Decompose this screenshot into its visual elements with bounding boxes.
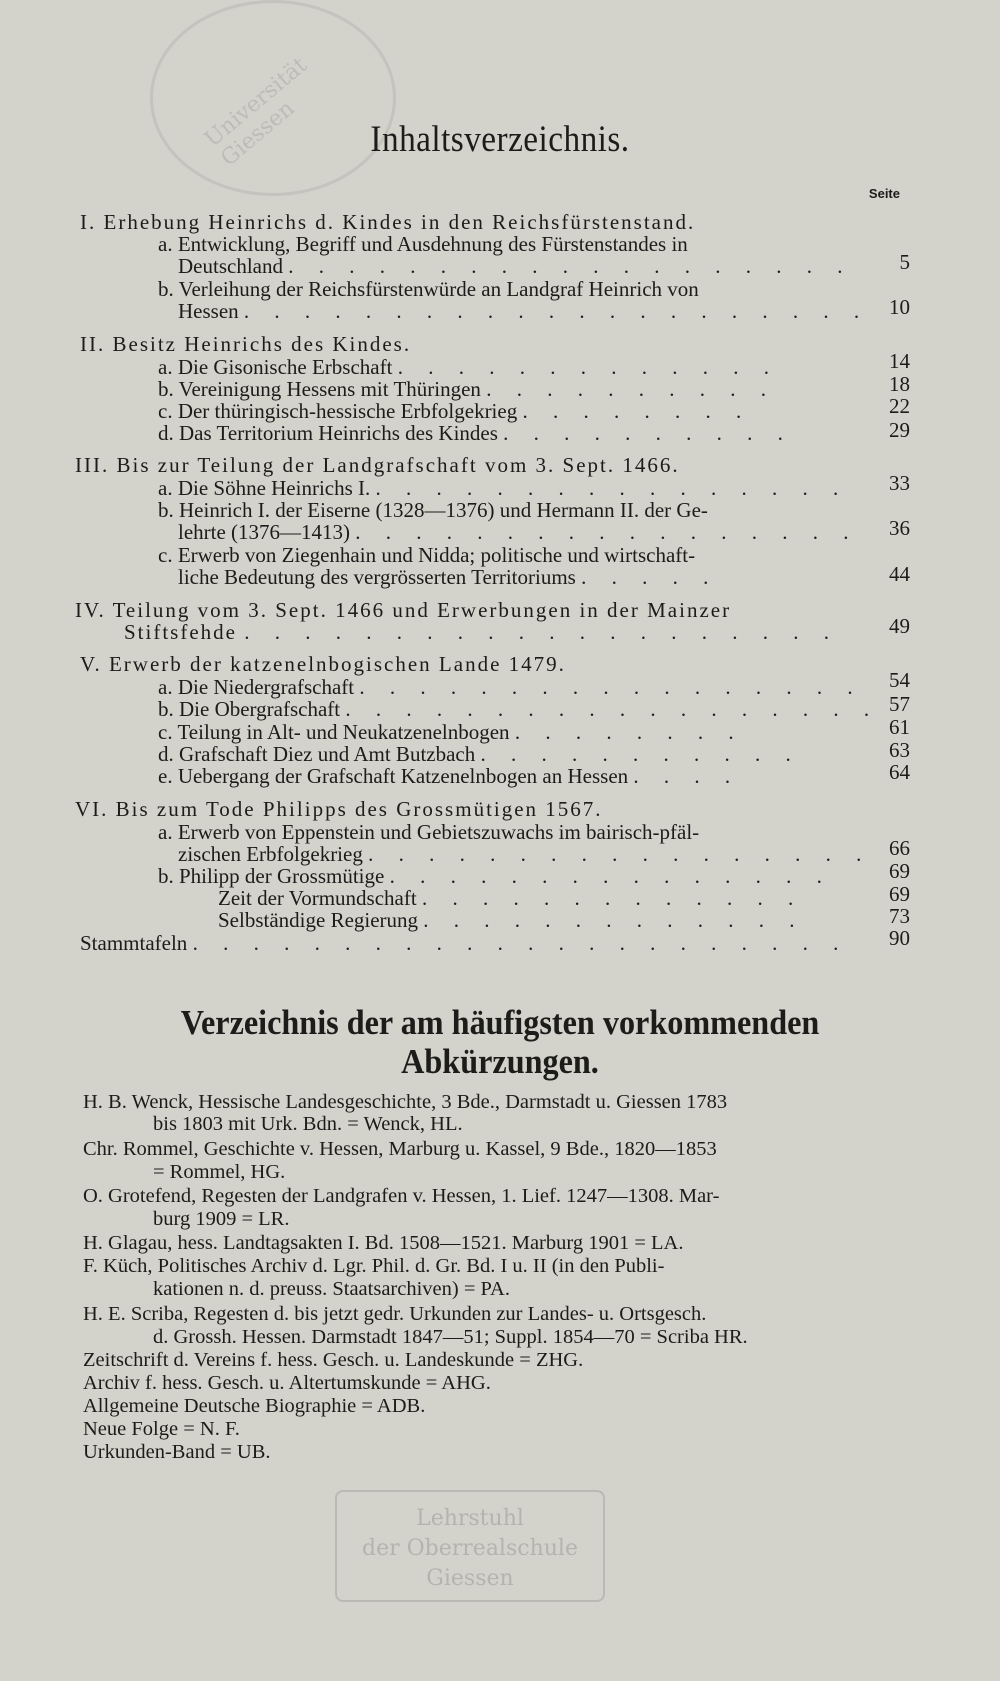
toc-entry: a. Entwicklung, Begriff und Ausdehnung des Fürstenstandes in — [158, 232, 688, 256]
toc-entry: a. Die Gisonische Erbschaft . . . . . . . . . . . . . — [158, 355, 779, 379]
abbreviation-entry: F. Küch, Politisches Archiv d. Lgr. Phil. d. Gr. Bd. I u. II (in den Publi- — [83, 1255, 665, 1277]
toc-page-number: 44 — [889, 562, 910, 586]
toc-entry: c. Teilung in Alt- und Neukatzenelnbogen . . . . . . . . — [158, 720, 744, 744]
toc-page-number: 18 — [889, 372, 910, 396]
abbreviation-entry: Allgemeine Deutsche Biographie = ADB. — [83, 1395, 426, 1417]
toc-entry: a. Die Söhne Heinrichs I. . . . . . . . . . . . . . . . . — [158, 476, 849, 500]
abbreviation-entry: H. B. Wenck, Hessische Landesgeschichte, 3 Bde., Darmstadt u. Giessen 1783 — [83, 1091, 728, 1113]
abbreviation-entry: kationen n. d. preuss. Staatsarchiven) = PA. — [153, 1278, 510, 1300]
abbreviation-entry: Neue Folge = N. F. — [83, 1418, 240, 1440]
toc-entry: b. Die Obergrafschaft . . . . . . . . . . . . . . . . . . — [158, 697, 880, 721]
toc-page-number: 66 — [889, 836, 910, 860]
toc-entry: liche Bedeutung des vergrösserten Territoriums . . . . . — [178, 565, 719, 589]
abbreviation-entry: Zeitschrift d. Vereins f. hess. Gesch. u. Landeskunde = ZHG. — [83, 1349, 584, 1371]
abbreviation-entry: Urkunden-Band = UB. — [83, 1441, 271, 1463]
toc-entry: b. Verleihung der Reichsfürstenwürde an Landgraf Heinrich von — [158, 277, 699, 301]
toc-section-heading: I. Erhebung Heinrichs d. Kindes in den Reichsfürstenstand. — [80, 210, 696, 234]
toc-page-number: 73 — [889, 904, 910, 928]
toc-entry: Hessen . . . . . . . . . . . . . . . . . . . . . — [178, 299, 870, 323]
toc-page-number: 14 — [889, 349, 910, 373]
toc-page-number: 63 — [889, 738, 910, 762]
abbreviation-entry: d. Grossh. Hessen. Darmstadt 1847—51; Suppl. 1854—70 = Scriba HR. — [153, 1326, 748, 1348]
stamp-line-1: Lehrstuhl — [416, 1506, 524, 1531]
page-column-header: Seite — [868, 186, 900, 201]
toc-page-number: 90 — [889, 926, 910, 950]
toc-entry: a. Erwerb von Eppenstein und Gebietszuwachs im bairisch-pfäl- — [158, 820, 700, 844]
abbreviation-entry: O. Grotefend, Regesten der Landgrafen v. Hessen, 1. Lief. 1247—1308. Mar- — [83, 1185, 720, 1207]
toc-page-number: 57 — [889, 692, 910, 716]
toc-entry: d. Grafschaft Diez und Amt Butzbach . . . . . . . . . . . — [158, 742, 801, 766]
toc-page-number: 69 — [889, 859, 910, 883]
toc-entry: lehrte (1376—1413) . . . . . . . . . . . . . . . . . — [178, 520, 859, 544]
stamp-line-2: der Oberrealschule — [362, 1536, 578, 1561]
stamp-line-3: Giessen — [426, 1566, 514, 1591]
toc-entry: b. Philipp der Grossmütige . . . . . . . . . . . . . . . — [158, 864, 832, 888]
toc-entry: b. Vereinigung Hessens mit Thüringen . . . . . . . . . . — [158, 377, 776, 401]
stamp-top-text: Universität Giessen — [200, 52, 313, 172]
toc-entry: b. Heinrich I. der Eiserne (1328—1376) und Hermann II. der Ge- — [158, 498, 708, 522]
abbreviation-entry: Chr. Rommel, Geschichte v. Hessen, Marburg u. Kassel, 9 Bde., 1820—1853 — [83, 1138, 717, 1160]
abbreviation-entry: H. Glagau, hess. Landtagsakten I. Bd. 1508—1521. Marburg 1901 = LA. — [83, 1232, 684, 1254]
abbreviations-heading-line-1: Verzeichnis der am häufigsten vorkommenden — [180, 1003, 820, 1042]
abbreviation-entry: burg 1909 = LR. — [153, 1208, 290, 1230]
toc-entry: Selbständige Regierung . . . . . . . . . . . . . — [218, 908, 805, 932]
toc-page-number: 5 — [899, 250, 910, 274]
toc-section-heading: IV. Teilung vom 3. Sept. 1466 und Erwerbungen in der Mainzer — [75, 598, 732, 622]
toc-entry: c. Erwerb von Ziegenhain und Nidda; politische und wirtschaft- — [158, 543, 696, 567]
toc-page-number: 64 — [889, 760, 910, 784]
toc-entry: Stiftsfehde . . . . . . . . . . . . . . . . . . . . — [124, 620, 839, 644]
toc-entry: zischen Erbfolgekrieg . . . . . . . . . . . . . . . . . — [178, 842, 872, 866]
toc-entry: Stammtafeln . . . . . . . . . . . . . . . . . . . . . . — [80, 931, 849, 955]
toc-section-heading: III. Bis zur Teilung der Landgrafschaft vom 3. Sept. 1466. — [75, 453, 680, 477]
toc-page-number: 36 — [889, 516, 910, 540]
toc-entry: c. Der thüringisch-hessische Erbfolgekrieg . . . . . . . . — [158, 399, 752, 423]
toc-entry: a. Die Niedergrafschaft . . . . . . . . . . . . . . . . . — [158, 675, 863, 699]
toc-section-heading: II. Besitz Heinrichs des Kindes. — [80, 332, 412, 356]
toc-page-number: 29 — [889, 418, 910, 442]
abbreviation-entry: Archiv f. hess. Gesch. u. Altertumskunde = AHG. — [83, 1372, 491, 1394]
toc-page-number: 49 — [889, 614, 910, 638]
toc-page-number: 22 — [889, 394, 910, 418]
toc-page-number: 10 — [889, 295, 910, 319]
abbreviation-entry: bis 1803 mit Urk. Bdn. = Wenck, HL. — [153, 1113, 463, 1135]
toc-section-heading: VI. Bis zum Tode Philipps des Grossmütigen 1567. — [75, 797, 603, 821]
toc-entry: e. Uebergang der Grafschaft Katzenelnbogen an Hessen . . . . — [158, 764, 741, 788]
toc-entry: Deutschland . . . . . . . . . . . . . . . . . . . — [178, 254, 853, 278]
abbreviation-entry: = Rommel, HG. — [153, 1161, 286, 1183]
toc-entry: d. Das Territorium Heinrichs des Kindes . . . . . . . . . . — [158, 421, 793, 445]
abbreviation-entry: H. E. Scriba, Regesten d. bis jetzt gedr. Urkunden zur Landes- u. Ortsgesch. — [83, 1303, 707, 1325]
toc-page-number: 33 — [889, 471, 910, 495]
toc-page-number: 69 — [889, 882, 910, 906]
toc-entry: Zeit der Vormundschaft . . . . . . . . . . . . . — [218, 886, 804, 910]
abbreviations-heading-line-2: Abkürzungen. — [401, 1042, 599, 1081]
toc-page-number: 54 — [889, 668, 910, 692]
toc-section-heading: V. Erwerb der katzenelnbogischen Lande 1479. — [80, 652, 566, 676]
toc-page-number: 61 — [889, 715, 910, 739]
page-title: Inhaltsverzeichnis. — [370, 119, 630, 160]
